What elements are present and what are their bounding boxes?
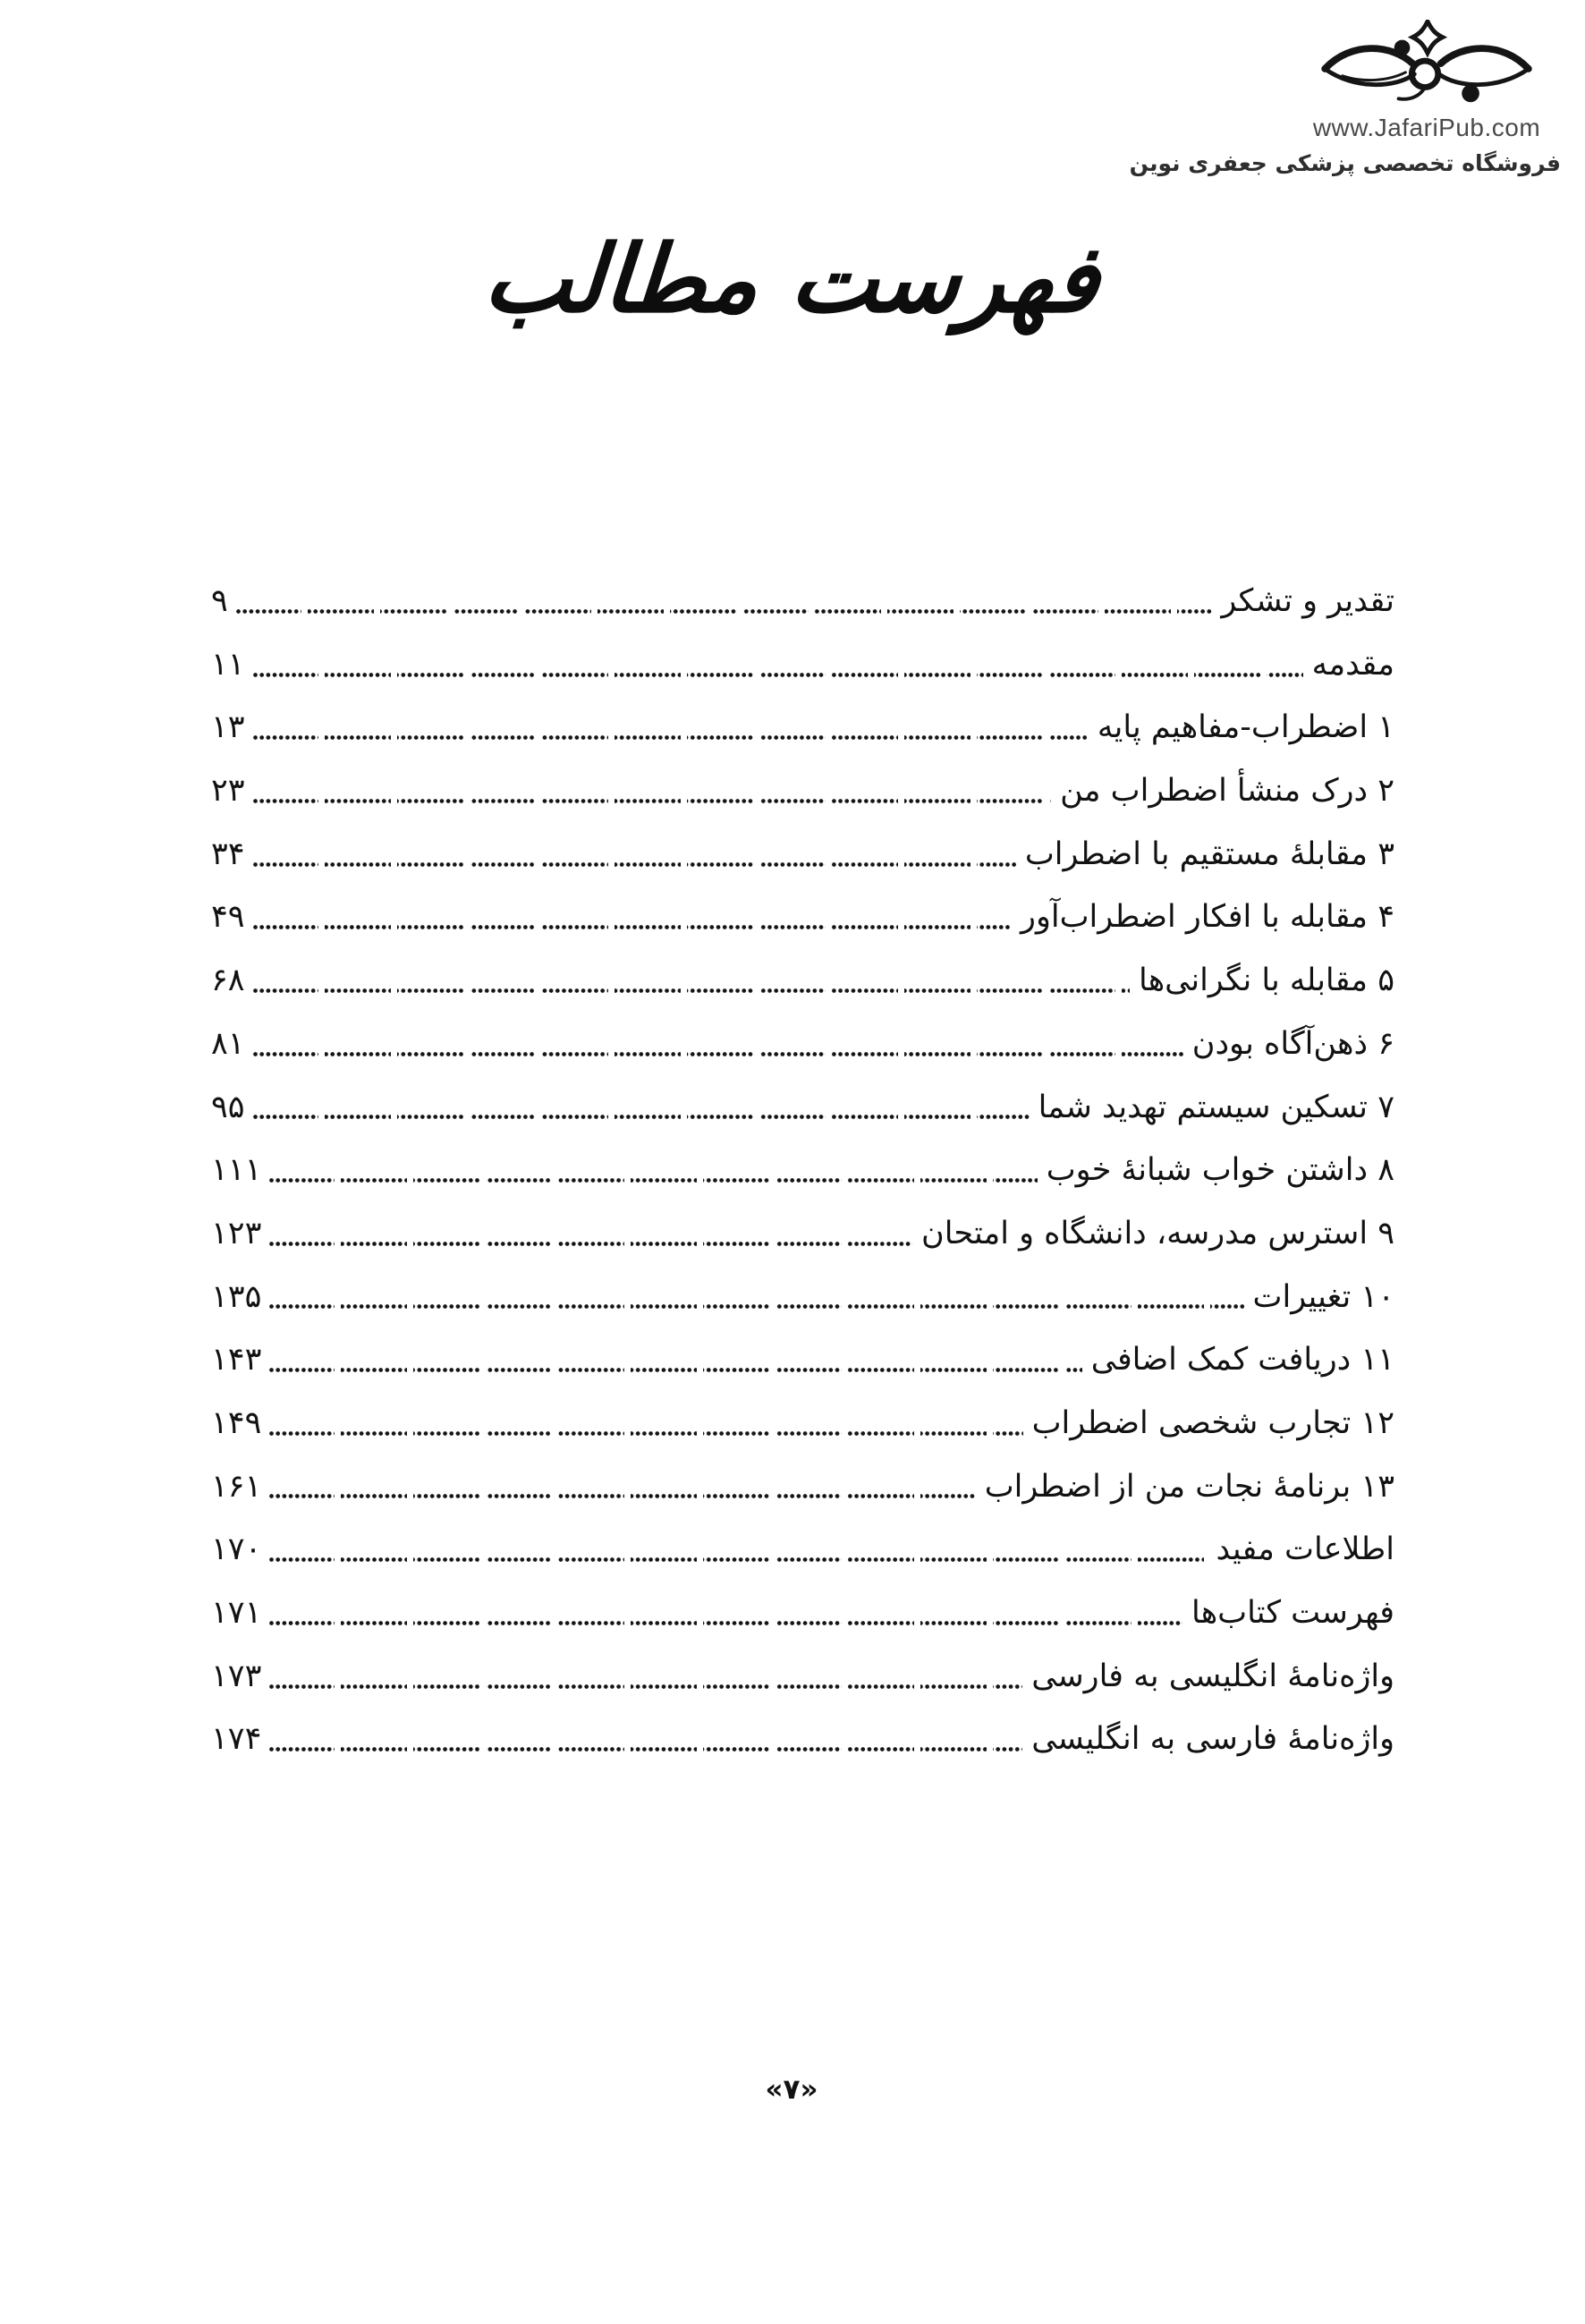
dot-leader xyxy=(269,1303,1244,1310)
toc-entry-label: ۷ تسکین سیستم تهدید شما xyxy=(1038,1089,1395,1125)
toc-entry-page-number: ۳۴ xyxy=(212,835,246,872)
toc-row xyxy=(212,1266,1395,1329)
publisher-tagline: فروشگاه تخصصی پزشکی جعفری نوین xyxy=(1130,149,1562,176)
dot-leader xyxy=(253,988,1131,994)
dot-leader xyxy=(253,672,1304,678)
toc-row xyxy=(212,886,1395,949)
toc-row xyxy=(212,1202,1395,1266)
toc-entry-page-number: ۱۳ xyxy=(212,709,246,746)
toc-entry-page-number: ۱۷۰ xyxy=(212,1531,263,1568)
toc-entry-page-number: ۱۲۳ xyxy=(212,1215,263,1251)
toc-row xyxy=(212,633,1395,697)
dot-leader xyxy=(269,1367,1082,1373)
toc-entry-page-number: ۱۱ xyxy=(212,646,246,683)
dot-leader xyxy=(269,1746,1023,1752)
toc-row xyxy=(212,1582,1395,1645)
dot-leader xyxy=(253,1051,1184,1057)
toc-entry-page-number: ۱۳۵ xyxy=(212,1278,263,1315)
toc-entry-page-number: ۱۷۴ xyxy=(212,1721,263,1758)
toc-row xyxy=(212,1392,1395,1455)
dot-leader xyxy=(269,1177,1038,1183)
toc-entry-label: واژه‌نامهٔ انگلیسی به فارسی xyxy=(1032,1658,1395,1694)
toc-entry-page-number: ۱۷۱ xyxy=(212,1595,263,1631)
dot-leader xyxy=(269,1684,1023,1690)
publisher-block xyxy=(1130,20,1562,176)
dot-leader xyxy=(269,1241,913,1247)
toc-entry-page-number: ۱۷۳ xyxy=(212,1658,263,1694)
toc-entry-page-number: ۱۶۱ xyxy=(212,1468,263,1505)
toc-entry-label: ۱۳ برنامهٔ نجات من از اضطراب xyxy=(985,1468,1395,1505)
toc-row xyxy=(212,823,1395,886)
toc-entry-label: ۴ مقابله با افکار اضطراب‌آور xyxy=(1021,899,1395,936)
dot-leader xyxy=(269,1493,976,1499)
dot-leader xyxy=(269,1556,1208,1563)
toc-entry-label: ۵ مقابله با نگرانی‌ها xyxy=(1140,963,1395,999)
toc-row xyxy=(212,1328,1395,1392)
dot-leader xyxy=(253,734,1089,741)
dot-leader xyxy=(269,1430,1023,1437)
toc-row xyxy=(212,1076,1395,1140)
footer-page-number: «۷» xyxy=(766,2074,819,2106)
publisher-url: www.JafariPub.com xyxy=(1313,114,1542,141)
toc-entry-label: فهرست کتاب‌ها xyxy=(1192,1595,1395,1631)
dot-leader xyxy=(253,861,1017,868)
toc-row xyxy=(212,1455,1395,1519)
toc-entry-label: واژه‌نامهٔ فارسی به انگلیسی xyxy=(1032,1721,1395,1758)
toc-row xyxy=(212,696,1395,759)
toc-entry-page-number: ۲۳ xyxy=(212,773,246,810)
toc-entry-label: ۱۰ تغییرات xyxy=(1253,1278,1395,1315)
toc-row xyxy=(212,1013,1395,1076)
toc-entry-page-number: ۹۵ xyxy=(212,1089,246,1125)
page-title: فهرست مطالب xyxy=(481,224,1104,334)
toc-row xyxy=(212,759,1395,823)
toc-entry-page-number: ۱۱۱ xyxy=(212,1152,263,1189)
toc-entry-label: ۶ ذهن‌آگاه بودن xyxy=(1192,1025,1395,1062)
toc-row xyxy=(212,570,1395,633)
publisher-logo-icon xyxy=(1322,20,1533,113)
dot-leader xyxy=(253,798,1053,804)
toc-row xyxy=(212,1708,1395,1771)
dot-leader xyxy=(236,608,1214,615)
toc-row xyxy=(212,1645,1395,1709)
toc-entry-label: ۱۲ تجارب شخصی اضطراب xyxy=(1032,1404,1395,1441)
toc-entry-label: اطلاعات مفید xyxy=(1216,1531,1395,1568)
toc-entry-page-number: ۴۹ xyxy=(212,899,246,936)
toc-entry-label: ۱ اضطراب-مفاهیم پایه xyxy=(1098,709,1395,746)
toc-entry-label: ۲ درک منشأ اضطراب من xyxy=(1061,773,1395,810)
toc-list xyxy=(212,570,1395,1771)
dot-leader xyxy=(253,1114,1030,1120)
toc-entry-label: ۱۱ دریافت کمک اضافی xyxy=(1091,1342,1395,1378)
toc-entry-label: ۹ استرس مدرسه، دانشگاه و امتحان xyxy=(922,1215,1395,1251)
toc-entry-page-number: ۱۴۹ xyxy=(212,1404,263,1441)
toc-entry-label: ۳ مقابلهٔ مستقیم با اضطراب xyxy=(1025,835,1395,872)
toc-row xyxy=(212,1518,1395,1582)
toc-entry-label: ۸ داشتن خواب شبانهٔ خوب xyxy=(1047,1152,1395,1189)
toc-entry-label: مقدمه xyxy=(1312,646,1395,683)
toc-entry-page-number: ۶۸ xyxy=(212,963,246,999)
toc-entry-page-number: ۱۴۳ xyxy=(212,1342,263,1378)
dot-leader xyxy=(269,1620,1183,1626)
toc-entry-page-number: ۹ xyxy=(212,583,229,619)
dot-leader xyxy=(253,924,1013,930)
toc-entry-label: تقدیر و تشکر xyxy=(1222,583,1395,619)
toc-row xyxy=(212,1139,1395,1202)
toc-entry-page-number: ۸۱ xyxy=(212,1025,246,1062)
toc-row xyxy=(212,949,1395,1013)
